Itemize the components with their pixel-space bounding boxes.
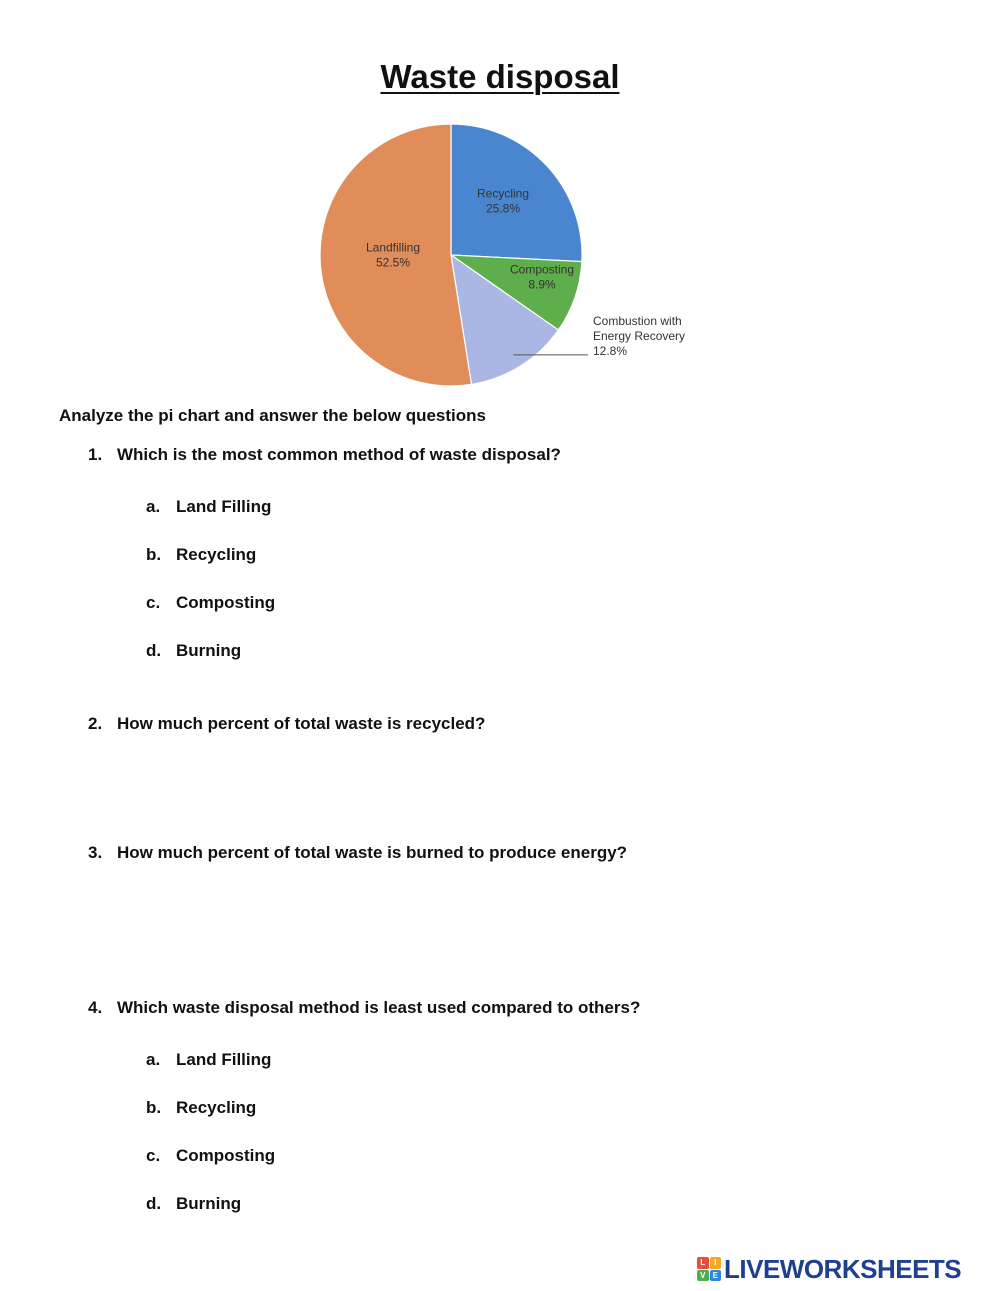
question-1-option-d[interactable] bbox=[146, 641, 241, 661]
pie-chart bbox=[300, 115, 720, 405]
question-number: 1. bbox=[88, 445, 103, 464]
option-letter: b. bbox=[146, 545, 162, 564]
question-number: 2. bbox=[88, 714, 103, 733]
option-letter: b. bbox=[146, 1098, 162, 1117]
option-letter: a. bbox=[146, 1050, 161, 1069]
option-letter: a. bbox=[146, 497, 161, 516]
question-number: 3. bbox=[88, 843, 103, 862]
question-1-option-a[interactable] bbox=[146, 497, 271, 517]
question-text: Which waste disposal method is least used compared to others? bbox=[117, 998, 641, 1017]
slice-label: Energy Recovery bbox=[593, 329, 686, 343]
logo-text: LIVEWORKSHEETS bbox=[724, 1253, 962, 1284]
question-text: How much percent of total waste is recycled? bbox=[117, 714, 486, 733]
option-letter: d. bbox=[146, 641, 162, 660]
logo-letter: L bbox=[697, 1257, 709, 1269]
question-4-option-a[interactable] bbox=[146, 1050, 271, 1070]
option-text: Burning bbox=[176, 1194, 242, 1213]
option-text: Burning bbox=[176, 641, 242, 660]
option-text: Composting bbox=[176, 593, 276, 612]
slice-label: Recycling bbox=[476, 186, 530, 201]
question-text: Which is the most common method of waste disposal? bbox=[117, 445, 561, 464]
slice-value-label: 25.8% bbox=[485, 201, 521, 216]
question-4-option-b[interactable] bbox=[146, 1098, 256, 1118]
question-4 bbox=[88, 998, 640, 1018]
liveworksheets-logo[interactable] bbox=[697, 1254, 961, 1284]
instructions: Analyze the pi chart and answer the below questions bbox=[59, 406, 486, 425]
logo-letter: V bbox=[697, 1270, 709, 1282]
logo-letter: I bbox=[710, 1257, 722, 1269]
option-text: Land Filling bbox=[176, 1050, 272, 1069]
slice-value-label: 52.5% bbox=[375, 255, 411, 270]
option-text: Composting bbox=[176, 1146, 276, 1165]
question-3 bbox=[88, 843, 627, 863]
question-text: How much percent of total waste is burned to produce energy? bbox=[117, 843, 628, 862]
question-4-option-d[interactable] bbox=[146, 1194, 241, 1214]
option-text: Recycling bbox=[176, 545, 257, 564]
slice-label: Combustion with bbox=[593, 314, 682, 328]
option-letter: c. bbox=[146, 1146, 161, 1165]
page-title: Waste disposal bbox=[380, 58, 620, 95]
question-2 bbox=[88, 714, 485, 734]
question-1-option-c[interactable] bbox=[146, 593, 275, 613]
question-1 bbox=[88, 445, 561, 465]
option-letter: c. bbox=[146, 593, 161, 612]
slice-value-label: 8.9% bbox=[528, 277, 556, 292]
option-text: Land Filling bbox=[176, 497, 272, 516]
slice-label: Landfilling bbox=[365, 240, 421, 255]
option-letter: d. bbox=[146, 1194, 162, 1213]
slice-label: Composting bbox=[509, 262, 575, 277]
question-number: 4. bbox=[88, 998, 103, 1017]
slice-value-label: 12.8% bbox=[593, 344, 628, 358]
question-1-option-b[interactable] bbox=[146, 545, 256, 565]
option-text: Recycling bbox=[176, 1098, 257, 1117]
question-4-option-c[interactable] bbox=[146, 1146, 275, 1166]
logo-mark-icon bbox=[697, 1257, 721, 1281]
logo-letter: E bbox=[710, 1270, 722, 1282]
